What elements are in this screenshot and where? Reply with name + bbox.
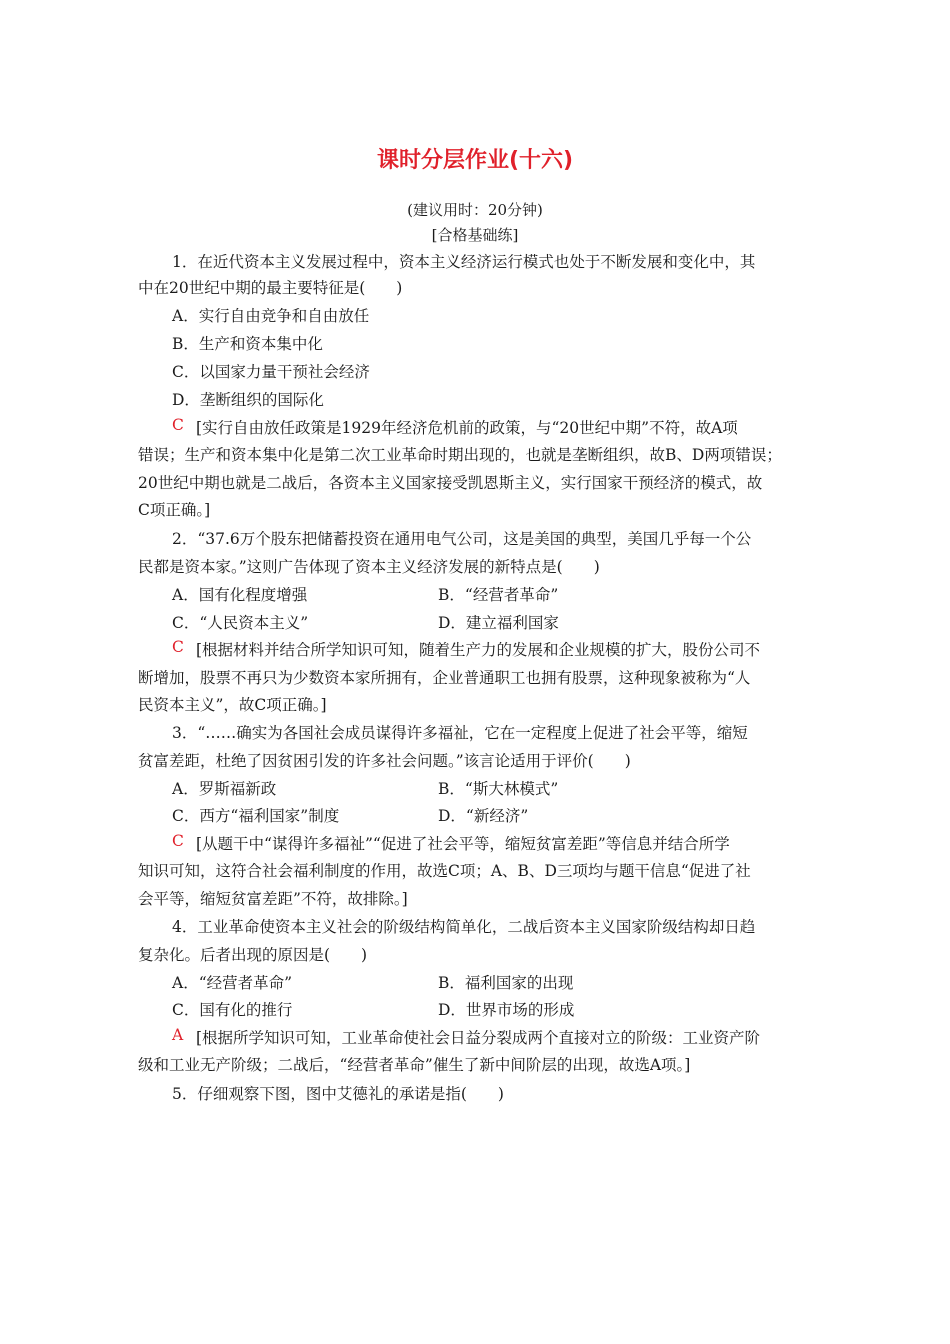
question-2-option-b: B．“经营者革命” bbox=[438, 586, 559, 604]
question-3-option-a: A．罗斯福新政 bbox=[172, 780, 277, 798]
question-2-answer: C bbox=[172, 638, 184, 656]
question-2-option-a: A．国有化程度增强 bbox=[172, 586, 308, 604]
section-heading: [合格基础练] bbox=[431, 226, 519, 244]
question-2-option-c: C．“人民资本主义” bbox=[172, 614, 309, 632]
page-title: 课时分层作业(十六) bbox=[376, 148, 574, 173]
question-3-option-b: B．“斯大林模式” bbox=[438, 780, 559, 798]
question-1-answer: C bbox=[172, 416, 184, 434]
question-3-answer: C bbox=[172, 832, 184, 850]
time-hint: (建议用时：20分钟) bbox=[407, 201, 543, 219]
question-4-option-b: B．福利国家的出现 bbox=[438, 974, 574, 992]
question-4-answer: A bbox=[172, 1026, 184, 1044]
question-4-option-c: C．国有化的推行 bbox=[172, 1001, 293, 1019]
question-4-option-a: A．“经营者革命” bbox=[172, 974, 293, 992]
question-3-option-d: D．“新经济” bbox=[438, 807, 529, 825]
question-4-option-d: D．世界市场的形成 bbox=[438, 1001, 575, 1019]
question-3-option-c: C．西方“福利国家”制度 bbox=[172, 807, 340, 825]
document-page: 课时分层作业(十六) (建议用时：20分钟) [合格基础练] 1．在近代资本主义发展过程中，资本主义经济运行模式也处于不断发展和变化中，其 中在20世纪中期的最主要特征是( ) A．实行自由竞争和自由放任 B．生产和资本集中化 C．以国家力量干预社会经济 D．垄断组织的国际化 C [实行自由放任政策是1929年经济危机前的政策，与“20世纪中期”不符，故A项 错误；生产和资本集中化是第二次工业革命时期出现的，也就是垄断组织，故B、D两项错误； 20世纪中期也就是二战后，各资本主义国家接受凯恩斯主义，实行国家干预经济的模式，故 C项正确。] 2．“37.6万个股东把储蓄投资在通用电气公司，这是美国的典型，美国几乎每一个公 民都是资本家。”这则广告体现了资本主义经济发展的新特点是( ) A．国有化程度增强 B．“经营者革命” C．“人民资本主义” D．建立福利国家 C [根据材料并结合所学知识可知，随着生产力的发展和企业规模的扩大，股份公司不 断增加，股票不再只为少数资本家所拥有，企业普通职工也拥有股票，这种现象被称为“人 民资本主义”，故C项正确。] 3．“……确实为各国社会成员谋得许多福祉，它在一定程度上促进了社会平等，缩短 贫富差距，杜绝了因贫困引发的许多社会问题。”该言论适用于评价( ) A．罗斯福新政 B．“斯大林模式” C．西方“福利国家”制度 D．“新经济” C [从题干中“谋得许多福祉”“促进了社会平等，缩短贫富差距”等信息并结合所学 知识可知，这符合社会福利制度的作用，故选C项；A、B、D三项均与题干信息“促进了社 会平等，缩短贫富差距”不符，故排除。] 4．工业革命使资本主义社会的阶级结构简单化，二战后资本主义国家阶级结构却日趋 复杂化。后者出现的原因是( ) A．“经营者革命” B．福利国家的出现 C．国有化的推行 D．世界市场的形成 A [根据所学知识可知，工业革命使社会日益分裂成两个直接对立的阶级：工业资产阶 级和工业无产阶级；二战后，“经营者革命”催生了新中间阶层的出现，故选A项。] 5．仔细观察下图，图中艾德礼的承诺是指( ) bbox=[0, 0, 950, 1344]
question-2-option-d: D．建立福利国家 bbox=[438, 614, 559, 632]
